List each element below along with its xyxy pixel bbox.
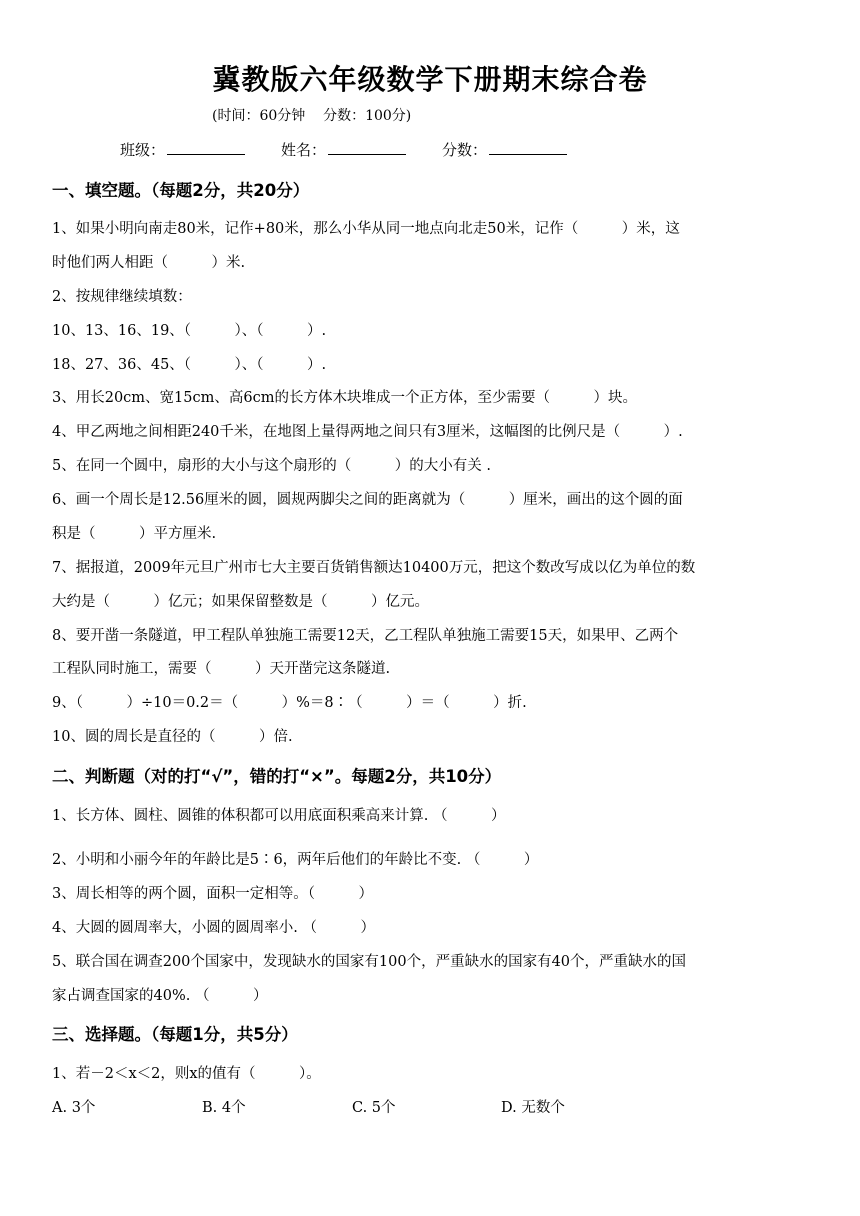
student-info-row — [120, 138, 603, 160]
name-blank[interactable] — [328, 138, 406, 155]
s1-line: 10、圆的周长是直径的（ ）倍. — [52, 729, 293, 745]
s1-line: 10、13、16、19、（ ）、（ ）. — [52, 323, 327, 339]
section1-heading: 一、填空题。（每题2分，共20分） — [52, 181, 310, 200]
score-label: 分数： — [442, 141, 488, 159]
s1-line: 1、如果小明向南走80米，记作+80米，那么小华从同一地点向北走50米，记作（ ）米，这 — [52, 221, 680, 237]
s2-line: 5、联合国在调查200个国家中，发现缺水的国家有100个，严重缺水的国家有40个，严重缺水的国 — [52, 954, 687, 970]
name-field — [281, 138, 406, 160]
s1-line: 9、（ ）÷10＝0.2＝（ ）%＝8∶（ ）＝（ ）折. — [52, 695, 527, 711]
score-field — [442, 138, 567, 160]
s2-line: 4、大圆的圆周率大，小圆的圆周率小. （ ） — [52, 920, 375, 936]
s2-line: 2、小明和小丽今年的年龄比是5∶6，两年后他们的年龄比不变. （ ） — [52, 852, 539, 868]
s1-line: 时他们两人相距（ ）米. — [52, 255, 246, 271]
section2-heading: 二、判断题（对的打“√”，错的打“×”。每题2分，共10分） — [52, 767, 502, 786]
s2-line: 家占调查国家的40%. （ ） — [52, 988, 268, 1004]
page-title: 冀教版六年级数学下册期末综合卷 — [212, 63, 648, 96]
s1-line: 大约是（ ）亿元；如果保留整数是（ ）亿元。 — [52, 594, 429, 610]
s1-line: 6、画一个周长是12.56厘米的圆，圆规两脚尖之间的距离就为（ ）厘米，画出的这个圆的面 — [52, 492, 683, 508]
s2-line: 1、长方体、圆柱、圆锥的体积都可以用底面积乘高来计算. （ ） — [52, 808, 506, 824]
section3-heading: 三、选择题。（每题1分，共5分） — [52, 1025, 298, 1044]
s3-question: 1、若－2＜x＜2，则x的值有（ ）。 — [52, 1066, 321, 1082]
class-label: 班级： — [120, 141, 166, 159]
s1-line: 4、甲乙两地之间相距240千米，在地图上量得两地之间只有3厘米，这幅图的比例尺是（ ）. — [52, 424, 683, 440]
option-c[interactable]: C. 5个 — [352, 1100, 396, 1116]
s1-line: 3、用长20cm、宽15cm、高6cm的长方体木块堆成一个正方体，至少需要（ ）块。 — [52, 390, 637, 406]
option-b[interactable]: B. 4个 — [202, 1100, 246, 1116]
s1-line: 积是（ ）平方厘米. — [52, 526, 217, 542]
option-a[interactable]: A. 3个 — [52, 1100, 96, 1116]
class-field — [120, 138, 245, 160]
s1-line: 18、27、36、45、（ ）、（ ）. — [52, 357, 327, 373]
score-blank[interactable] — [489, 138, 567, 155]
class-blank[interactable] — [167, 138, 245, 155]
s1-line: 7、据报道，2009年元旦广州市七大主要百货销售额达10400万元，把这个数改写成以亿为单位的数 — [52, 560, 696, 576]
exam-meta: (时间：60分钟 分数：100分) — [212, 108, 412, 124]
name-label: 姓名： — [281, 141, 327, 159]
s1-line: 2、按规律继续填数： — [52, 289, 192, 305]
option-d[interactable]: D. 无数个 — [501, 1100, 565, 1116]
s2-line: 3、周长相等的两个圆，面积一定相等。（ ） — [52, 886, 373, 902]
s1-line: 工程队同时施工，需要（ ）天开凿完这条隧道. — [52, 661, 391, 677]
s1-line: 8、要开凿一条隧道，甲工程队单独施工需要12天，乙工程队单独施工需要15天，如果甲、乙两个 — [52, 628, 679, 644]
s1-line: 5、在同一个圆中，扇形的大小与这个扇形的（ ）的大小有关 . — [52, 458, 491, 474]
